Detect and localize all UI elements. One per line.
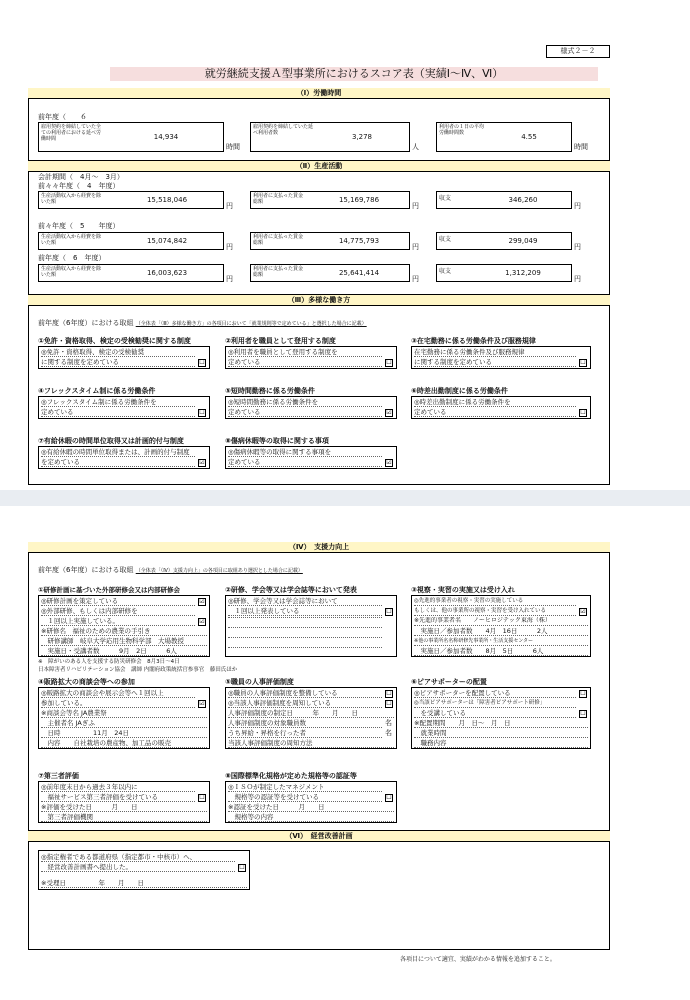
- sec4-item5-checkbox-a[interactable]: ☐: [386, 690, 392, 697]
- sec4-item2-box: ◎研修、学会等又は学会誌等において １回以上発表している ☐: [225, 595, 397, 657]
- sec1-total-hours-box: 雇用契約を締結していた全ての利用者における延べ労働時間 14,934: [38, 122, 224, 152]
- sec3-intro-note: （全体表「（Ⅲ）多様な働き方」の各項目において「就業規則等で定めている」と選択した場合に記載）: [135, 321, 367, 327]
- sec4-item2-checkbox[interactable]: ☐: [386, 608, 392, 615]
- sec3-item3-box: 在宅勤務に係る労働条件及び服務規律 に関する制度を定めている ☐: [411, 346, 591, 369]
- sec3-item7-box: ◎有給休暇の時間単位取得または、計画的付与制度 を定めている ☑: [38, 446, 210, 469]
- form-number: 様式２－２: [546, 45, 610, 58]
- sec4-item1-checkbox-b[interactable]: ☑: [199, 618, 205, 625]
- sec1-total-users-box: 雇用契約を締結していた延べ利用者数 3,278: [250, 122, 410, 152]
- sec4-item1-checkbox-a[interactable]: ☑: [199, 598, 205, 605]
- sec4-item7-checkbox[interactable]: ☐: [199, 794, 205, 801]
- sec2-row3-balance: 収支 1,312,209: [436, 264, 572, 282]
- sec3-item4-checkbox[interactable]: ☐: [199, 409, 205, 416]
- sec6-checkbox[interactable]: ☐: [239, 864, 245, 871]
- sec4-item5-checkbox-b[interactable]: ☐: [386, 700, 392, 707]
- sec2-row2-wage: 利用者に支払った賃金総額 14,775,793: [250, 232, 410, 250]
- sec3-item8-box: ◎傷病休暇等の取得に関する事項を 定めている ☑: [225, 446, 397, 469]
- sec3-item2-checkbox[interactable]: ☐: [386, 359, 392, 366]
- sec4-item7-box: ◎前年度末日から過去３年以内に 福祉サービス第三者評価を受けている ※評価を受けた日 月 日 第三者評価機関 ☐: [38, 781, 210, 823]
- section-2-header: （Ⅱ）生産活動: [28, 160, 610, 172]
- sec3-item1-checkbox[interactable]: ☐: [199, 359, 205, 366]
- sec6-box: ◎指定権者である都道府県（指定都市・中核市）へ、 経営改善計画書へ提出した。 ※受理日 年 月 日 ☐: [38, 850, 250, 890]
- sec4-intro-note: （全体表「（Ⅳ）支援力向上」の各項目に取組あり選択とした場合に記載）: [135, 568, 303, 574]
- sec3-item1-box: ◎免許・資格取得、検定の受検勧奨 に関する制度を定めている ☐: [38, 346, 210, 369]
- sec4-item6-checkbox-a[interactable]: ☐: [580, 690, 586, 697]
- sec4-item6-box: ◎ピアサポーターを配置している ◎当該ピアサポーターは「障害者ピアサポート研修」 を受講している ※配置期間 月 日～ 月 日 就業時間 職務内容 ☐ ☐: [411, 687, 591, 749]
- sec1-year: 前年度（ ６: [38, 113, 87, 121]
- form-page-2: （Ⅳ） 支援力向上 前年度（6年度）における取組 （全体表「（Ⅳ）支援力向上」の各項目に取組あり選択とした場合に記載） ①研修計画に基づいた外部研修会又は内部研修会 ◎研修計画を策定している ◎外部研修、もしくは内部研修を １回以上実施している。 ※研修名 福祉のための農業の手引き 研修講師 岐阜大学応用生物科学部 大場教授 実施日・受講者数 9月 2日 6人 ☑ ☑ ※ 障がいのある人を支援する防災研修会 8月3日～4日 日本障害者リハビリテーション協会 講師 内閣府政策統括官参事官 藤田氏ほか ②研修、学会等又は学会誌等において発表 ◎研修、学会等又は学会誌等において １回以上発表している ☐ ③視察・実習の実施又は受け入れ ◎先進的事業者の視察・実習の実施している もしくは、他の事業所の視察・実習を受け入れている ※先進的事業者名 ノーヒロジテック東海（株） 実施日／参加者数 4月 16日 2人 ※他の事業所名名称研修先事業所・生活支援センター 実施日／参加者数 8月 5日 6人 ☑ ④販路拡大の商談会等への参加 ◎販路拡大の商談会や展示会等へ１回以上 参加している。 ※商談会等名 JA農業祭 主催者名 JAぎふ 日時 11月 24日 内容 自社栽培の農産物、加工品の販売 ☑ ⑤職員の人事評価制度 ◎職員の人事評価制度を整備している ◎当該人事評価制度を周知している 人事評価制度の制定日 年 月 日 人事評価制度の対象職員数 うち昇給・昇格を行った者 当該人事評価制度の周知方法 ☐ ☐ 名 名 ⑥ピアサポーターの配置 ◎ピアサポーターを配置している ◎当該ピアサポーターは「障害者ピアサポート研修」 を受講している ※配置期間 月 日～ 月 日 就業時間 職務内容 ☐ ☐ ⑦第三者評価 ◎前年度末日から過去３年以内に 福祉サービス第三者評価を受けている ※評価を受けた日 月 日 第三者評価機関 ☐ ⑧国際標準化規格が定めた規格等の認証等 ◎ＩＳＯが制定したマネジメント 規格等の認証等を受けている ※認証を受けた日 月 日 規格等の内容 ☐ （Ⅵ） 経営改善計画 ◎指定権者である都道府県（指定都市・中核市）へ、 経営改善計画書へ提出した。 ※受理日 年 月 日 ☐ 各項目について適宜、実績がわかる情報を追加すること。: [0, 506, 690, 1000]
- sec2-row3-wage: 利用者に支払った賃金総額 25,641,414: [250, 264, 410, 282]
- sec4-item3-box: ◎先進的事業者の視察・実習の実施している もしくは、他の事業所の視察・実習を受け入れている ※先進的事業者名 ノーヒロジテック東海（株） 実施日／参加者数 4月 16日 2人 ※他の事業所名名称研修先事業所・生活支援センター 実施日／参加者数 8月 5日 6人 ☑: [411, 595, 591, 657]
- sec4-item4-checkbox[interactable]: ☑: [199, 700, 205, 707]
- sec4-item5-box: ◎職員の人事評価制度を整備している ◎当該人事評価制度を周知している 人事評価制度の制定日 年 月 日 人事評価制度の対象職員数 うち昇給・昇格を行った者 当該人事評価制度の周知方法 ☐ ☐ 名 名: [225, 687, 397, 749]
- sec4-item3-checkbox[interactable]: ☑: [580, 608, 586, 615]
- sec3-item5-checkbox[interactable]: ☑: [386, 409, 392, 416]
- sec3-item6-checkbox[interactable]: ☐: [580, 409, 586, 416]
- sec4-item6-checkbox-b[interactable]: ☐: [580, 710, 586, 717]
- sec3-item6-box: ◎時差出勤制度に係る労働条件を 定めている ☐: [411, 396, 591, 419]
- footer-note: 各項目について適宜、実績がわかる情報を追加すること。: [400, 956, 556, 963]
- section-4-header: （Ⅳ） 支援力向上: [28, 542, 610, 553]
- sec1-avg-hours-box: 利用者の１日の平均労働時間数 4.55: [436, 122, 572, 152]
- sec4-item4-box: ◎販路拡大の商談会や展示会等へ１回以上 参加している。 ※商談会等名 JA農業祭 主催者名 JAぎふ 日時 11月 24日 内容 自社栽培の農産物、加工品の販売 ☑: [38, 687, 210, 749]
- sec2-row2-balance: 収支 299,049: [436, 232, 572, 250]
- section-1-header: （Ⅰ）労働時間: [28, 88, 610, 99]
- sec3-item3-checkbox[interactable]: ☐: [580, 359, 586, 366]
- sec4-item1-box: ◎研修計画を策定している ◎外部研修、もしくは内部研修を １回以上実施している。 ※研修名 福祉のための農業の手引き 研修講師 岐阜大学応用生物科学部 大場教授 実施日・受講者数 9月 2日 6人 ☑ ☑: [38, 595, 210, 657]
- sec2-row2-income: 生産活動収入から経費を除いた額 15,074,842: [38, 232, 224, 250]
- sec3-item5-box: ◎短時間勤務に係る労働条件を 定めている ☑: [225, 396, 397, 419]
- sec2-row1-wage: 利用者に支払った賃金総額 15,169,786: [250, 191, 410, 209]
- sec4-item8-box: ◎ＩＳＯが制定したマネジメント 規格等の認証等を受けている ※認証を受けた日 月 日 規格等の内容 ☐: [225, 781, 397, 823]
- sec3-item2-box: ◎利用者を職員として登用する制度を 定めている ☐: [225, 346, 397, 369]
- sec3-item7-checkbox[interactable]: ☑: [199, 459, 205, 466]
- sec2-row1-income: 生産活動収入から経費を除いた額 15,518,046: [38, 191, 224, 209]
- sec3-item4-box: ◎フレックスタイム制に係る労働条件を 定めている ☐: [38, 396, 210, 419]
- sec2-period: 会計期間（ 4月～ 3月）: [38, 173, 124, 181]
- form-page-1: 様式２－２ 就労継続支援Ａ型事業所におけるスコア表（実績Ⅰ～Ⅳ、Ⅵ） （Ⅰ）労働時間 前年度（ ６ 雇用契約を締結していた全ての利用者における延べ労働時間 14,934 時間 雇用契約を締結していた延べ利用者数 3,278 人 利用者の１日の平均労働時間数 4.55 時間 （Ⅱ）生産活動 会計期間（ 4月～ 3月） 前々々年度（ 4 年度） 生産活動収入から経費を除いた額 15,518,046 円 利用者に支払った賃金総額 15,169,786 円 収支 346,260 円 前々年度（ 5 年度） 生産活動収入から経費を除いた額 15,074,842 円 利用者に支払った賃金総額 14,775,793 円 収支 299,049 円 前年度（ 6 年度） 生産活動収入から経費を除いた額 16,003,623 円 利用者に支払った賃金総額 25,641,414 円 収支 1,312,209 円 （Ⅲ）多様な働き方 前年度（6年度）における取組 （全体表「（Ⅲ）多様な働き方」の各項目において「就業規則等で定めている」と選択した場合に記載） ①免許・資格取得、検定の受検勧奨に関する制度 ◎免許・資格取得、検定の受検勧奨 に関する制度を定めている ☐ ②利用者を職員として登用する制度 ◎利用者を職員として登用する制度を 定めている ☐ ③在宅勤務に係る労働条件及び服務規律 在宅勤務に係る労働条件及び服務規律 に関する制度を定めている ☐ ④フレックスタイム制に係る労働条件 ◎フレックスタイム制に係る労働条件を 定めている ☐ ⑤短時間勤務に係る労働条件 ◎短時間勤務に係る労働条件を 定めている ☑ ⑥時差出勤制度に係る労働条件 ◎時差出勤制度に係る労働条件を 定めている ☐ ⑦有給休暇の時間単位取得又は計画的付与制度 ◎有給休暇の時間単位取得または、計画的付与制度 を定めている ☑ ⑧傷病休暇等の取得に関する事項 ◎傷病休暇等の取得に関する事項を 定めている ☑: [0, 0, 690, 490]
- sec3-item8-checkbox[interactable]: ☑: [386, 459, 392, 466]
- section-3-header: （Ⅲ）多様な働き方: [28, 294, 610, 306]
- sec4-item1-extra1: ※ 障がいのある人を支援する防災研修会 8月3日～4日: [38, 659, 180, 665]
- page-title: 就労継続支援Ａ型事業所におけるスコア表（実績Ⅰ～Ⅳ、Ⅵ）: [110, 67, 598, 81]
- sec2-row3-income: 生産活動収入から経費を除いた額 16,003,623: [38, 264, 224, 282]
- sec4-intro: 前年度（6年度）における取組: [38, 566, 134, 574]
- section-6-header: （Ⅵ） 経営改善計画: [28, 830, 610, 842]
- sec2-row1-balance: 収支 346,260: [436, 191, 572, 209]
- sec4-item1-extra2: 日本障害者リハビリテーション協会 講師 内閣府政策統括官参事官 藤田氏ほか: [38, 667, 238, 673]
- sec4-item8-checkbox[interactable]: ☐: [386, 794, 392, 801]
- sec3-intro: 前年度（6年度）における取組: [38, 319, 134, 327]
